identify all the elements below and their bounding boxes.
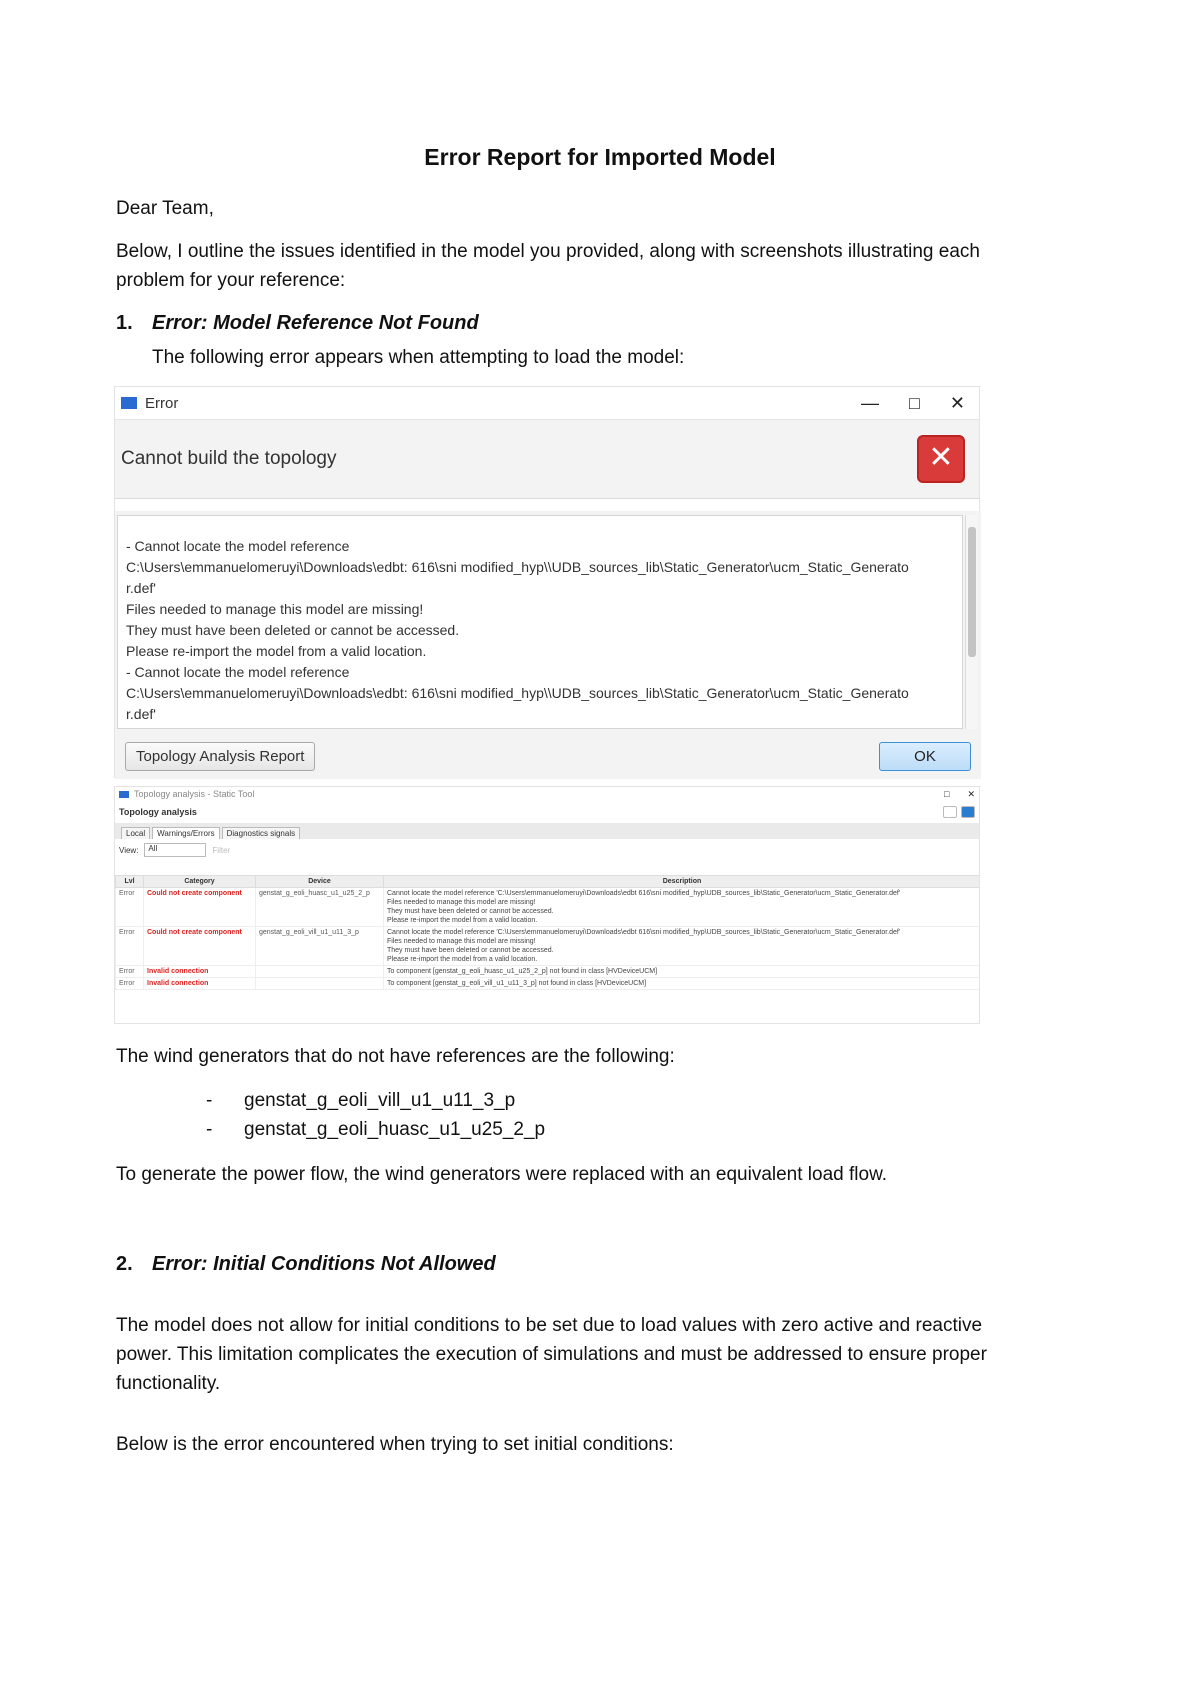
column-header[interactable]: Description (384, 876, 981, 888)
wind-generators-list (206, 1086, 545, 1144)
row-description: To component [genstat_g_eoli_vill_u1_u11_3_p] not found in class [HVDeviceUCM] (384, 978, 981, 990)
dialog-body (115, 511, 981, 733)
column-header[interactable]: Category (144, 876, 256, 888)
topology-titlebar (115, 787, 979, 801)
row-description: Cannot locate the model reference 'C:\Users\emmanuelomeruyi\Downloads\edbt 616\sni modified_hyp\UDB_sources_lib\Static_Generator\ucm_Static_Generator.def' Files needed to manage this model are missing! They must have been deleted or cannot be accessed. Please re-import the model from a valid location. (384, 888, 981, 927)
intro-paragraph: Below, I outline the issues identified in the model you provided, along with screenshots illustrating each problem for your reference: (116, 241, 980, 291)
table-row[interactable] (116, 966, 981, 978)
close-icon[interactable]: ✕ (967, 788, 975, 799)
section2-body: The model does not allow for initial conditions to be set due to load values with zero active and reactive power. This limitation complicates the execution of simulations and must be addressed to ensure proper functionality. (116, 1315, 987, 1394)
row-description: Cannot locate the model reference 'C:\Users\emmanuelomeruyi\Downloads\edbt 616\sni modified_hyp\UDB_sources_lib\Static_Generator\ucm_Static_Generator.def' Files needed to manage this model are missing! They must have been deleted or cannot be accessed. Please re-import the model from a valid location. (384, 927, 981, 966)
dialog-window-title: Error (145, 394, 179, 412)
error-dialog-screenshot (114, 386, 980, 778)
tab-local[interactable]: Local (121, 827, 150, 839)
dialog-message: Cannot build the topology (121, 448, 337, 469)
list-item (206, 1115, 545, 1144)
help-icon[interactable] (961, 806, 975, 818)
list-item-text: genstat_g_eoli_vill_u1_u11_3_p (244, 1090, 516, 1111)
row-category: Could not create component (144, 927, 256, 966)
maximize-icon[interactable]: □ (909, 392, 920, 413)
app-icon (121, 397, 137, 409)
column-header[interactable]: Lvl (116, 876, 144, 888)
error-details-text[interactable]: - Cannot locate the model reference C:\Users\emmanuelomeruyi\Downloads\edbt: 616\sni modified_hyp\\UDB_sources_lib\Static_Generator\ucm_Static_Generato r.def' Files needed to manage this model are missing! They must have been deleted or cannot be accessed. Please re-import the model from a valid location. - Cannot locate the model reference C:\Users\emmanuelomeruyi\Downloads\edbt: 616\sni modified_hyp\\UDB_sources_lib\Static_Generator\ucm_Static_Generato r.def' (117, 515, 963, 729)
scrollbar-thumb[interactable] (968, 527, 976, 657)
topology-analysis-screenshot (114, 786, 980, 1024)
close-icon[interactable]: ✕ (949, 392, 965, 413)
greeting: Dear Team, (116, 198, 214, 219)
topology-window-title: Topology analysis - Static Tool (134, 789, 255, 799)
topology-results-table (115, 875, 980, 990)
section2-number: 2. (116, 1253, 133, 1275)
error-icon: ✕ (917, 435, 965, 483)
ok-button[interactable]: OK (879, 742, 971, 771)
list-item-text: genstat_g_eoli_huasc_u1_u25_2_p (244, 1119, 546, 1140)
row-device (256, 966, 384, 978)
table-row[interactable] (116, 888, 981, 927)
topology-analysis-report-button[interactable]: Topology Analysis Report (125, 742, 315, 771)
maximize-icon[interactable]: □ (944, 788, 950, 799)
section1-lead: The following error appears when attempting to load the model: (152, 347, 685, 368)
tab-warnings-errors[interactable]: Warnings/Errors (152, 827, 220, 839)
section2-lead: Below is the error encountered when trying to set initial conditions: (116, 1434, 674, 1455)
power-flow-note: To generate the power flow, the wind generators were replaced with an equivalent load flow. (116, 1164, 888, 1185)
topology-heading: Topology analysis (119, 807, 197, 817)
table-row[interactable] (116, 978, 981, 990)
dialog-titlebar (115, 387, 979, 419)
row-device (256, 978, 384, 990)
export-icon[interactable] (943, 806, 957, 818)
filter-input[interactable]: Filter (212, 845, 231, 855)
minimize-icon[interactable]: — (861, 392, 880, 413)
dialog-header (115, 419, 979, 499)
section2-title: Error: Initial Conditions Not Allowed (152, 1253, 496, 1275)
column-header[interactable]: Device (256, 876, 384, 888)
filter-label: View: (119, 845, 139, 855)
table-header-row (116, 876, 981, 888)
row-type: Error (116, 966, 144, 978)
topology-filter-bar (115, 839, 979, 861)
section1-title: Error: Model Reference Not Found (152, 312, 479, 334)
row-description: To component [genstat_g_eoli_huasc_u1_u25_2_p] not found in class [HVDeviceUCM] (384, 966, 981, 978)
dialog-footer (115, 733, 981, 779)
row-type: Error (116, 888, 144, 927)
row-type: Error (116, 927, 144, 966)
view-select[interactable]: All (144, 843, 206, 857)
topology-header (115, 801, 979, 823)
row-category: Invalid connection (144, 978, 256, 990)
row-type: Error (116, 978, 144, 990)
section1-number: 1. (116, 312, 133, 334)
document-title: Error Report for Imported Model (424, 144, 776, 170)
topology-tabs (115, 823, 979, 839)
list-item (206, 1086, 545, 1115)
table-row[interactable] (116, 927, 981, 966)
row-device: genstat_g_eoli_vill_u1_u11_3_p (256, 927, 384, 966)
row-category: Invalid connection (144, 966, 256, 978)
section2-heading (116, 1253, 496, 1276)
wind-generators-intro: The wind generators that do not have references are the following: (116, 1046, 675, 1067)
tab-diagnostics-signals[interactable]: Diagnostics signals (222, 827, 300, 839)
bullet-marker: - (206, 1090, 213, 1111)
row-device: genstat_g_eoli_huasc_u1_u25_2_p (256, 888, 384, 927)
app-icon (119, 791, 129, 798)
details-scrollbar[interactable] (965, 515, 977, 729)
row-category: Could not create component (144, 888, 256, 927)
section1-heading (116, 312, 479, 335)
bullet-marker: - (206, 1119, 213, 1140)
